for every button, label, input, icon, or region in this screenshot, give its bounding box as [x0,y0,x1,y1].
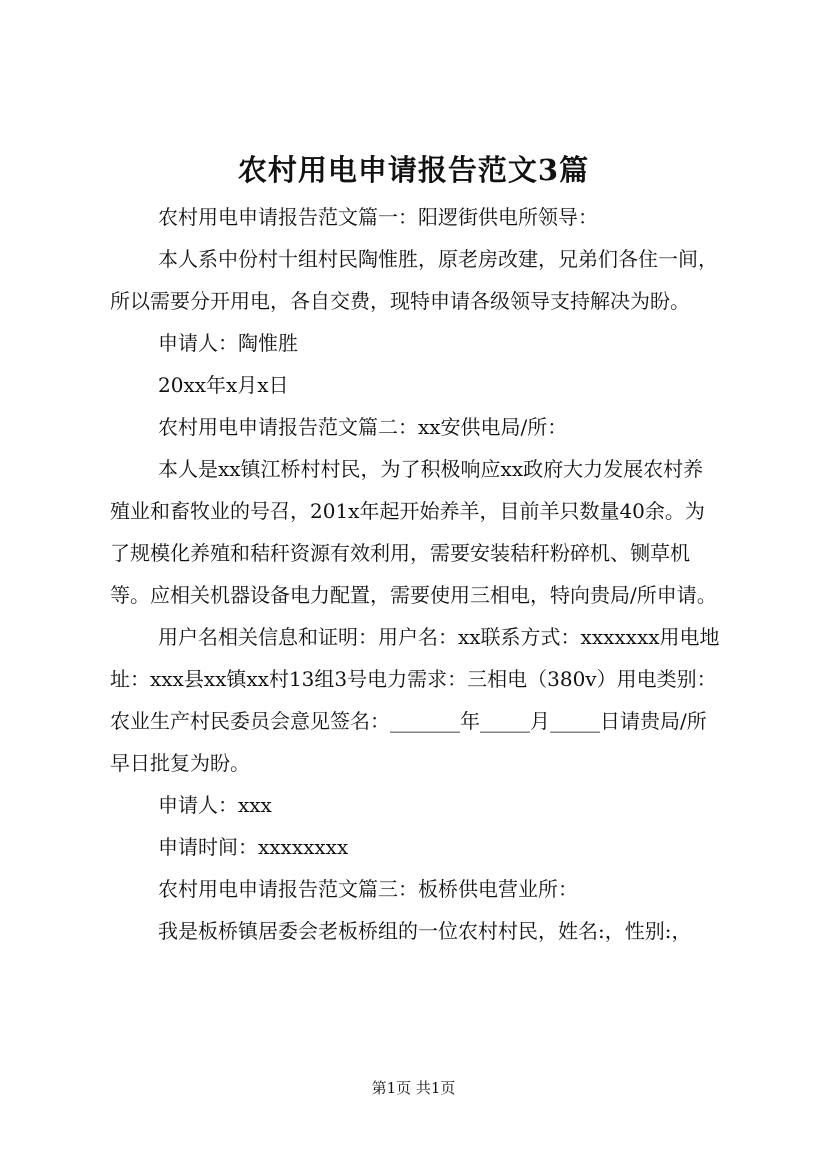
paragraph-greeting-2: 农村用电申请报告范文篇二：xx安供电局/所： [158,415,568,439]
paragraph-greeting-1: 农村用电申请报告范文篇一：阳逻街供电所领导： [158,205,598,229]
paragraph-applicant-1: 申请人：陶惟胜 [158,331,298,355]
paragraph-user-info: 用户名相关信息和证明：用户名：xx联系方式：xxxxxxx用电地址：xxx县xx镇xx村13组3号电力需求：三相电（380v）用电类别：农业生产村民委员会意见签名：_______年_____月_____日请贵局/所早日批复为盼。 [110,625,720,775]
paragraph-applicant-2: 申请人：xxx [158,793,272,817]
paragraph-greeting-3: 农村用电申请报告范文篇三：板桥供电营业所： [158,877,578,901]
paragraph-apply-time: 申请时间：xxxxxxxx [158,835,349,859]
page-footer: 第1页 共1页 [371,1079,456,1097]
paragraph-request-3: 我是板桥镇居委会老板桥组的一位农村村民，姓名:，性别:， [158,919,692,943]
paragraph-date-1: 20xx年x月x日 [158,373,289,397]
paragraph-request-2: 本人是xx镇江桥村村民，为了积极响应xx政府大力发展农村养殖业和畜牧业的号召，201x年起开始养羊，目前羊只数量40余。为了规模化养殖和秸秆资源有效利用，需要安装秸秆粉碎机、铡草机等。应相关机器设备电力配置，需要使用三相电，特向贵局/所申请。 [110,457,717,607]
document-title: 农村用电申请报告范文3篇 [237,153,590,187]
document-body [110,196,720,952]
paragraph-request-1: 本人系中份村十组村民陶惟胜，原老房改建，兄弟们各住一间，所以需要分开用电，各自交费，现特申请各级领导支持解决为盼。 [110,247,718,313]
